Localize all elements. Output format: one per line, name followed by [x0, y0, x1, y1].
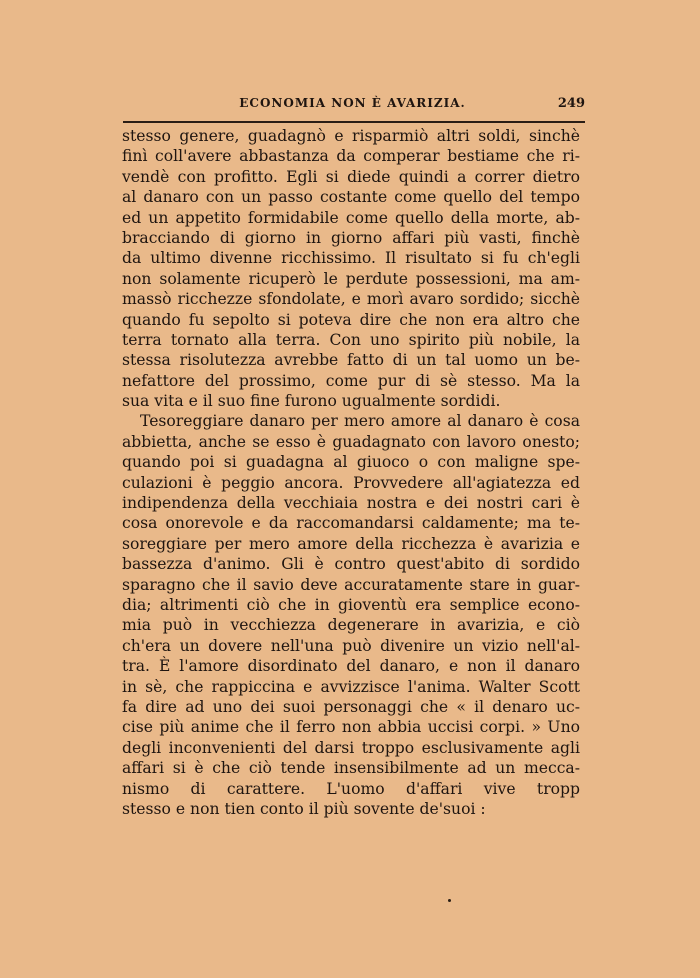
text-line: bracciando di giorno in giorno affari più vasti, finchè	[122, 228, 580, 247]
text-line: degli inconvenienti del darsi troppo esclusivamente agli	[122, 738, 580, 757]
text-line: ch'era un dovere nell'una può divenire un vizio nell'al-	[122, 636, 580, 655]
text-line: culazioni è peggio ancora. Provvedere all'agiatezza ed	[122, 473, 580, 492]
text-line: indipendenza della vecchiaia nostra e dei nostri cari è	[122, 494, 580, 513]
text-line: da ultimo divenne ricchissimo. Il risultato si fu ch'egli	[122, 249, 580, 268]
text-line: massò ricchezze sfondolate, e morì avaro sordido; sicchè	[122, 290, 580, 309]
text-line: stesso genere, guadagnò e risparmiò altri soldi, sinchè	[122, 127, 580, 145]
text-line: non solamente ricuperò le perdute possessioni, ma am-	[122, 269, 580, 288]
text-line: tra. È l'amore disordinato del danaro, e non il danaro	[122, 657, 580, 676]
header-rule	[123, 121, 585, 123]
text-line: nefattore del prossimo, come pur di sè stesso. Ma la	[122, 371, 580, 390]
text-line: sparagno che il savio deve accuratamente stare in guar-	[122, 575, 580, 594]
text-line: ed un appetito formidabile come quello della morte, ab-	[122, 208, 580, 227]
text-line: Tesoreggiare danaro per mero amore al danaro è cosa	[140, 412, 580, 431]
text-line: fa dire ad uno dei suoi personaggi che « il denaro uc-	[122, 697, 580, 716]
text-line: quando fu sepolto si poteva dire che non era altro che	[122, 310, 580, 329]
paragraph	[122, 126, 580, 411]
text-line: in sè, che rappiccina e avvizzisce l'anima. Walter Scott	[122, 677, 580, 696]
text-line: abbietta, anche se esso è guadagnato con lavoro onesto;	[122, 432, 580, 451]
body-text	[122, 126, 580, 819]
text-line: dia; altrimenti ciò che in gioventù era semplice econo-	[122, 595, 580, 614]
running-head	[120, 96, 585, 118]
text-line: soreggiare per mero amore della ricchezza è avarizia e	[122, 534, 580, 553]
text-line: al danaro con un passo costante come quello del tempo	[122, 188, 580, 207]
text-line: cise più anime che il ferro non abbia uccisi corpi. » Uno	[122, 718, 580, 737]
text-line: stesso e non tien conto il più sovente de'suoi :	[122, 799, 486, 818]
text-line: bassezza d'animo. Gli è contro quest'abito di sordido	[122, 555, 580, 574]
text-line: sua vita e il suo fine furono ugualmente sordidi.	[122, 392, 501, 411]
running-title: ECONOMIA NON È AVARIZIA.	[239, 96, 466, 110]
text-line: vendè con profitto. Egli si diede quindi a correr dietro	[122, 167, 580, 186]
text-line: finì coll'avere abbastanza da comperar bestiame che ri-	[122, 147, 580, 166]
paragraph-container	[122, 126, 580, 819]
page-number: 249	[557, 96, 585, 111]
text-line: mia può in vecchiezza degenerare in avarizia, e ciò	[122, 616, 580, 635]
text-line: affari si è che ciò tende insensibilmente ad un mecca-	[122, 759, 580, 778]
text-line: nismo di carattere. L'uomo d'affari vive tropp	[122, 779, 580, 798]
text-line: cosa onorevole e da raccomandarsi caldamente; ma te-	[122, 514, 580, 533]
text-line: stessa risolutezza avrebbe fatto di un tal uomo un be-	[122, 351, 580, 370]
paragraph	[122, 411, 580, 819]
text-line: quando poi si guadagna al giuoco o con maligne spe-	[122, 453, 580, 472]
print-speck	[448, 899, 451, 902]
text-line: terra tornato alla terra. Con uno spirito più nobile, la	[122, 330, 580, 349]
